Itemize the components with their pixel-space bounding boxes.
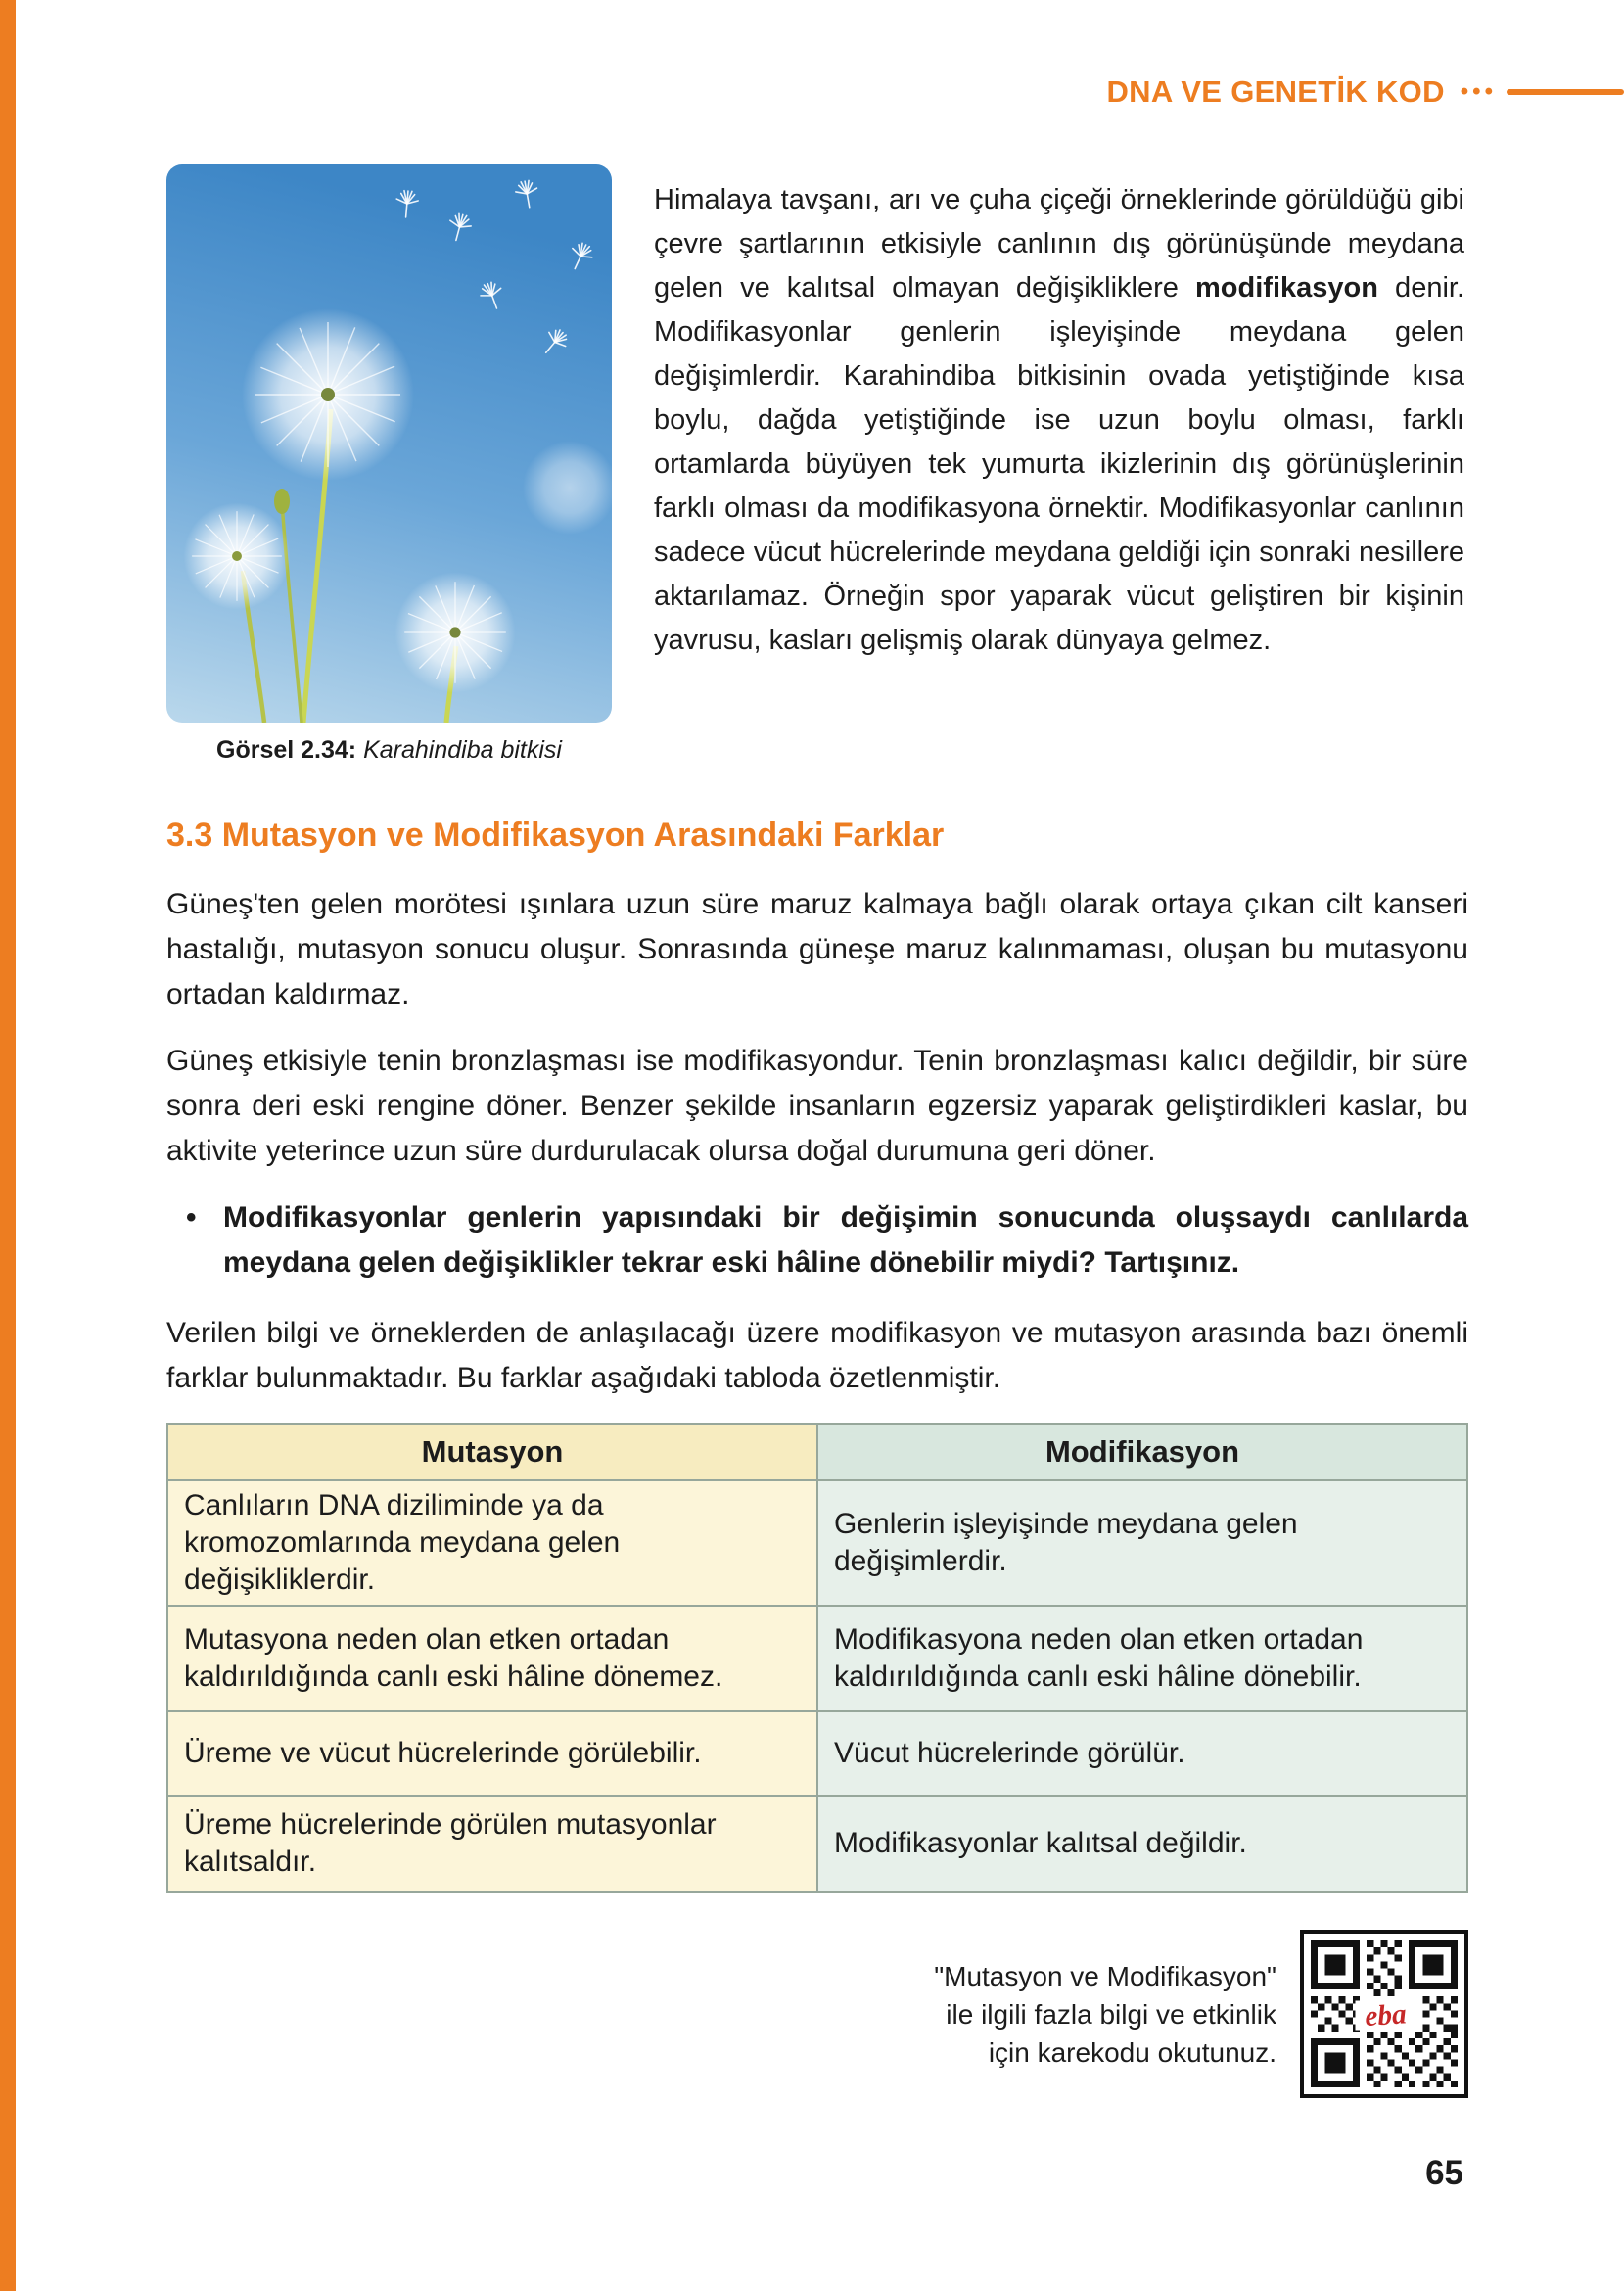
bullet-icon: •: [186, 1201, 197, 1234]
chapter-header: [1107, 74, 1624, 110]
table-row: [167, 1711, 1467, 1796]
figure-caption-label: Görsel 2.34:: [216, 736, 357, 764]
table-row: [167, 1606, 1467, 1711]
page-number: 65: [1425, 2154, 1463, 2192]
qr-code: [1300, 1930, 1468, 2098]
intro-keyword-modifikasyon: modifikasyon: [1195, 272, 1378, 304]
dandelion-illustration: [166, 164, 612, 723]
chapter-title: DNA VE GENETİK KOD: [1106, 74, 1445, 109]
qr-section: [166, 1930, 1468, 2098]
intro-text-after: denir. Modifikasyonlar genlerin işleyişinde meydana gelen değişimlerdir. Karahindiba bitkisinin ovada yetiştiğinde kısa boylu, dağda yetiştiğinde ise uzun boylu olması, farklı ortamlarda büyüyen tek yumurta ikizlerinin dış görünüşlerinin farklı olması da modifikasyona örnektir. Modifikasyonlar canlının sadece vücut hücrelerinde meydana geldiği için sonraki nesillere aktarılamaz. Örneğin spor yaparak vücut geliştiren bir kişinin yavrusu, kasları gelişmiş olarak dünyaya gelmez.: [654, 272, 1465, 656]
header-dots: •••: [1460, 78, 1497, 105]
dandelion-figure: [166, 164, 612, 765]
header-rule-line: [1507, 89, 1624, 95]
qr-text-line-1: "Mutasyon ve Modifikasyon": [934, 1960, 1276, 1991]
paragraph-table-intro: Verilen bilgi ve örneklerden de anlaşılacağı üzere modifikasyon ve mutasyon arasında bazı önemli farklar bulunmaktadır. Bu farklar aşağıdaki tabloda özetlenmiştir.: [166, 1317, 1468, 1394]
table-header-modifikasyon: Modifikasyon: [817, 1424, 1467, 1480]
comparison-table: [166, 1423, 1468, 1893]
qr-text-line-3: için karekodu okutunuz.: [988, 2036, 1276, 2068]
discussion-bullet: [166, 1195, 1468, 1286]
table-cell-modifikasyon-3: Vücut hücrelerinde görülür.: [817, 1711, 1467, 1796]
table-cell-mutasyon-4: Üreme hücrelerinde görülen mutasyonlar kalıtsaldır.: [167, 1796, 817, 1892]
dandelion-photo: [166, 164, 612, 723]
qr-instruction-text: [934, 1957, 1276, 2072]
table-row: [167, 1480, 1467, 1606]
qr-text-line-2: ile ilgili fazla bilgi ve etkinlik: [946, 1998, 1276, 2030]
figure-caption-text: Karahindiba bitkisi: [356, 736, 562, 764]
table-row: [167, 1796, 1467, 1892]
left-accent-stripe: [0, 0, 16, 2291]
section-heading: 3.3 Mutasyon ve Modifikasyon Arasındaki Farklar: [166, 817, 945, 854]
paragraph-tanning-modification: Güneş etkisiyle tenin bronzlaşması ise modifikasyondur. Tenin bronzlaşması kalıcı değildir, bir süre sonra deri eski rengine döner. Benzer şekilde insanların egzersiz yaparak geliştirdikleri kaslar, bu aktivite yeterince uzun süre durdurulacak olursa doğal durumuna geri döner.: [166, 1045, 1468, 1167]
paragraph-uv-mutation: Güneş'ten gelen morötesi ışınlara uzun süre maruz kalmaya bağlı olarak ortaya çıkan cilt kanseri hastalığı, mutasyon sonucu oluşur. Sonrasında güneşe maruz kalınmaması, oluşan bu mutasyonu ortadan kaldırmaz.: [166, 888, 1468, 1010]
intro-text-before: Himalaya tavşanı, arı ve çuha çiçeği örneklerinde görüldüğü gibi çevre şartlarının etkisiyle canlının dış görünüşünde meydana gelen ve kalıtsal olmayan değişikliklere: [654, 184, 1464, 304]
table-cell-modifikasyon-1: Genlerin işleyişinde meydana gelen değişimlerdir.: [817, 1480, 1467, 1606]
table-cell-mutasyon-1: Canlıların DNA diziliminde ya da kromozomlarında meydana gelen değişikliklerdir.: [167, 1480, 817, 1606]
table-header-mutasyon: Mutasyon: [167, 1424, 817, 1480]
discussion-question: Modifikasyonlar genlerin yapısındaki bir değişimin sonucunda oluşsaydı canlılarda meydana gelen değişiklikler tekrar eski hâline dönebilir miydi? Tartışınız.: [223, 1201, 1468, 1279]
eba-logo: eba: [1364, 1998, 1408, 2034]
main-column: [166, 817, 1468, 2098]
table-cell-mutasyon-3: Üreme ve vücut hücrelerinde görülebilir.: [167, 1711, 817, 1796]
figure-caption: [166, 736, 612, 765]
intro-paragraph: [654, 178, 1464, 663]
table-cell-modifikasyon-2: Modifikasyona neden olan etken ortadan kaldırıldığında canlı eski hâline dönebilir.: [817, 1606, 1467, 1711]
table-header-row: [167, 1424, 1467, 1480]
qr-code-image: [1311, 1940, 1458, 2087]
table-cell-mutasyon-2: Mutasyona neden olan etken ortadan kaldırıldığında canlı eski hâline dönemez.: [167, 1606, 817, 1711]
table-cell-modifikasyon-4: Modifikasyonlar kalıtsal değildir.: [817, 1796, 1467, 1892]
